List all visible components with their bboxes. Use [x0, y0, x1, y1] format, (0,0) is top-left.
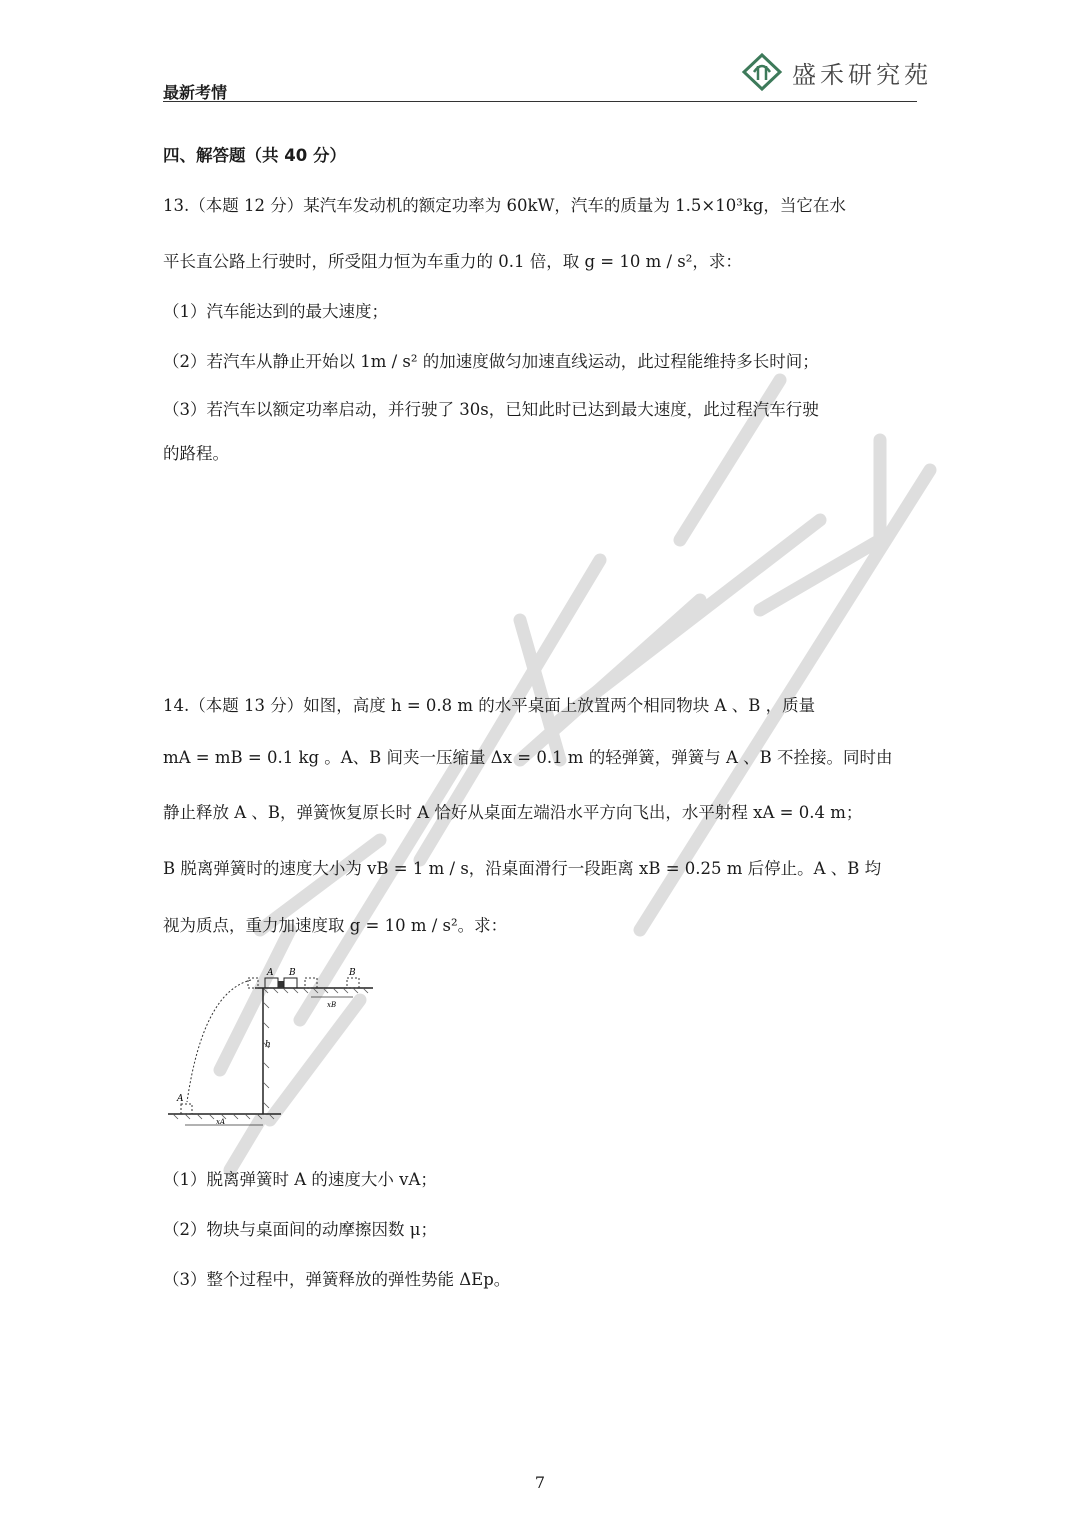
label-B-top: B: [289, 968, 296, 978]
trajectory: [187, 980, 251, 1102]
label-A-ground: A: [177, 1094, 184, 1104]
q13-sub-1: （1）汽车能达到的最大速度；: [163, 302, 388, 321]
block-B: [284, 978, 297, 988]
label-xA: xA: [216, 1118, 226, 1126]
q13-sub-3a: （3）若汽车以额定功率启动，并行驶了 30s，已知此时已达到最大速度，此过程汽车行驶: [163, 400, 819, 419]
block-B-start: [305, 978, 317, 988]
q14-sub-2: （2）物块与桌面间的动摩擦因数 μ；: [163, 1220, 437, 1239]
block-A-edge: [248, 978, 258, 988]
label-B-far: B: [349, 968, 356, 978]
q14-line-3: 静止释放 A 、B，弹簧恢复原长时 A 恰好从桌面左端沿水平方向飞出，水平射程 xA = 0.4 m；: [163, 803, 863, 822]
block-A-landing: [181, 1104, 192, 1114]
block-B-end: [347, 978, 359, 988]
q14-sub-3: （3）整个过程中，弹簧释放的弹性势能 ΔEp。: [163, 1270, 511, 1289]
q13-sub-3b: 的路程。: [163, 444, 229, 463]
section-title: 四、解答题（共 40 分）: [163, 146, 346, 165]
label-A-top: A: [267, 968, 274, 978]
header-divider: [163, 101, 917, 102]
block-A: [265, 978, 278, 988]
label-xB: xB: [327, 1001, 337, 1009]
leaf-logo-icon: [740, 52, 784, 92]
page-number: 7: [534, 1473, 546, 1492]
q14-line-1: 14.（本题 13 分）如图，高度 h = 0.8 m 的水平桌面上放置两个相同物块 A 、B ，质量: [163, 696, 816, 715]
logo: [740, 50, 932, 94]
spring: [278, 981, 284, 988]
q13-line-2: 平长直公路上行驶时，所受阻力恒为车重力的 0.1 倍，取 g = 10 m / s²，求：: [163, 252, 742, 271]
label-h: h: [265, 1040, 271, 1050]
physics-figure: [163, 962, 383, 1132]
q14-line-4: B 脱离弹簧时的速度大小为 vB = 1 m / s，沿桌面滑行一段距离 xB = 0.25 m 后停止。A 、B 均: [163, 859, 882, 878]
q14-line-5: 视为质点，重力加速度取 g = 10 m / s²。求：: [163, 916, 508, 935]
q13-sub-2: （2）若汽车从静止开始以 1m / s² 的加速度做匀加速直线运动，此过程能维持多长时间；: [163, 352, 819, 371]
logo-text: 盛禾研究苑: [792, 60, 932, 89]
q13-line-1: 13.（本题 12 分）某汽车发动机的额定功率为 60kW，汽车的质量为 1.5×10³kg，当它在水: [163, 196, 846, 215]
q14-line-2: mA = mB = 0.1 kg 。A、B 间夹一压缩量 Δx = 0.1 m 的轻弹簧，弹簧与 A 、B 不拴接。同时由: [163, 748, 893, 767]
header-section-label: 最新考情: [163, 83, 228, 102]
q14-sub-1: （1）脱离弹簧时 A 的速度大小 vA；: [163, 1170, 437, 1189]
